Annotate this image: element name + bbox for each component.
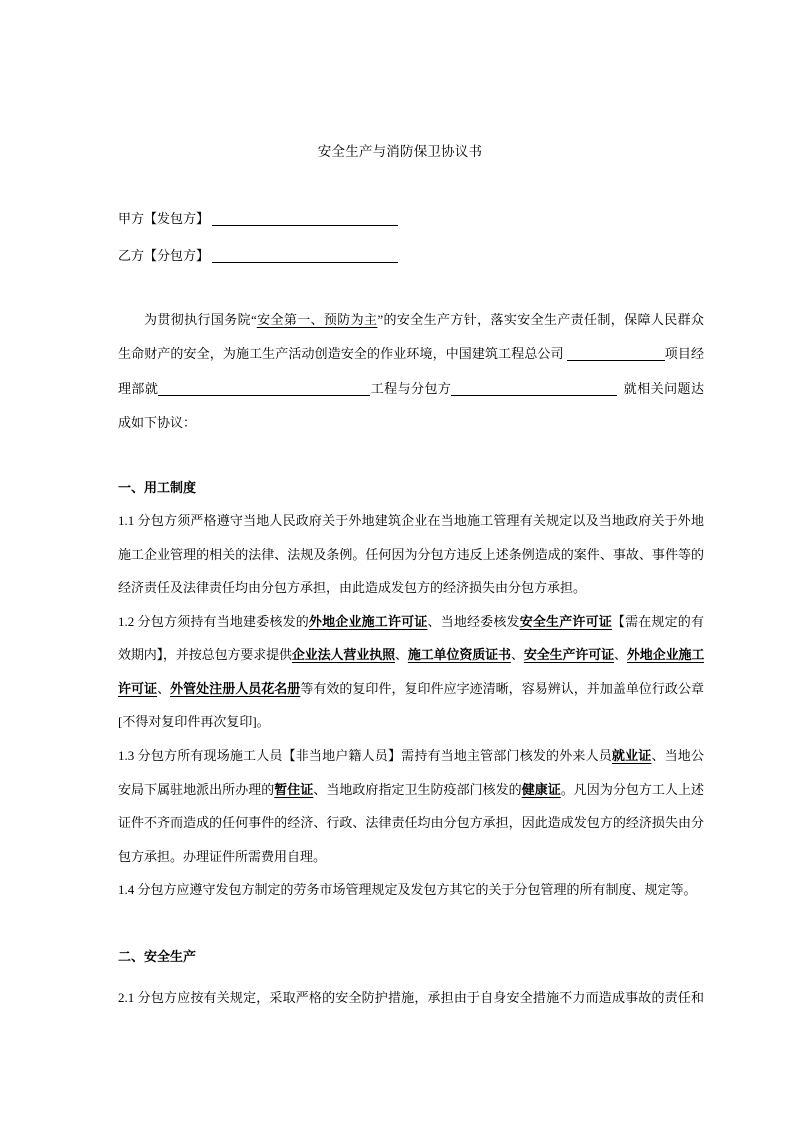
party-a-blank — [212, 213, 398, 226]
clause-line: 经济责任及法律责任均由分包方承担，由此造成发包方的经济损失由分包方承担。 — [118, 580, 587, 596]
clause-text: 、 — [394, 647, 408, 663]
clause-text: 1.3 分包方所有现场施工人员【非当地户籍人员】需持有当地主管部门核发的外来人员 — [118, 748, 612, 764]
required-document: 外管处注册人员花名册 — [170, 680, 301, 696]
parties-block — [118, 200, 704, 274]
party-b-line — [118, 237, 704, 274]
required-document: 外地企业施工 — [626, 647, 704, 663]
subcontractor-name-blank — [451, 383, 617, 396]
party-b-blank — [212, 250, 398, 263]
preamble-line — [118, 337, 704, 371]
clause-line: 施工企业管理的相关的法律、法规及条例。任何因为分包方违反上述条例造成的案件、事故、事件等的 — [118, 546, 704, 562]
required-document: 健康证 — [521, 781, 561, 797]
clause-text: 、当地政府指定卫生防疫部门核发的 — [313, 781, 522, 797]
project-name-blank — [158, 383, 370, 396]
policy-slogan: 安全第一、预防为主 — [256, 312, 378, 327]
clause-text: 、 — [510, 647, 524, 663]
clause-line: 包方承担。办理证件所需费用自理。 — [118, 848, 327, 864]
section-heading: 二、安全生产 — [118, 949, 197, 964]
document-title: 安全生产与消防保卫协议书 — [317, 144, 483, 159]
clause-line: 1.1 分包方须严格遵守当地人民政府关于外地建筑企业在当地施工管理有关规定以及当地政府关于外地 — [118, 513, 704, 529]
required-document: 许可证 — [118, 680, 158, 696]
clause-line — [118, 672, 704, 706]
company-branch-blank — [567, 348, 665, 361]
clause-line — [118, 638, 704, 672]
preamble-text: ”的安全生产方针，落实安全生产责任制，保障人民群众 — [377, 312, 704, 327]
required-document: 安全生产许可证 — [523, 647, 615, 663]
clause-line: 1.4 分包方应遵守发包方制定的劳务市场管理规定及发包方其它的关于分包管理的所有制度、规定等。 — [118, 882, 697, 898]
required-document: 企业法人营业执照 — [291, 647, 395, 663]
preamble-text: 生命财产的安全，为施工生产活动创造安全的作业环境，中国建筑工程总公司 — [118, 346, 564, 362]
required-document: 施工单位资质证书 — [407, 647, 511, 663]
section-body — [118, 504, 704, 907]
preamble-line: 成如下协议： — [118, 414, 197, 430]
clause-line — [118, 605, 704, 639]
required-document: 安全生产许可证 — [519, 613, 612, 629]
clause-text: 效期内】，并按总包方要求提供 — [118, 647, 292, 663]
preamble-text: 项目经 — [664, 346, 704, 362]
preamble-paragraph — [118, 303, 704, 440]
clause-text: 、 — [614, 647, 627, 663]
clause-text: 。凡因为分包方工人上述 — [560, 781, 704, 797]
clause-line — [118, 773, 704, 807]
party-a-label: 甲方【发包方】 — [118, 210, 210, 226]
preamble-text: 理部就 — [118, 380, 159, 396]
required-document: 暂住证 — [274, 781, 314, 797]
clause-line: 2.1 分包方应按有关规定，采取严格的安全防护措施，承担由于自身安全措施不力而造成事故的责任和 — [118, 990, 704, 1005]
clause-line — [118, 739, 704, 773]
section-heading: 一、用工制度 — [118, 480, 197, 495]
required-document: 外地企业施工许可证 — [308, 613, 428, 629]
party-a-line — [118, 200, 704, 237]
clause-text: 、当地公 — [651, 748, 704, 764]
clause-line: 证件不齐而造成的任何事件的经济、行政、法律责任均由分包方承担，因此造成发包方的经济损失由分 — [118, 815, 704, 831]
party-b-label: 乙方【分包方】 — [118, 247, 210, 263]
preamble-line — [118, 372, 704, 406]
preamble-text: 为贯彻执行国务院“ — [144, 312, 257, 327]
section-body — [118, 981, 704, 1015]
clause-text: 、 — [157, 680, 171, 696]
preamble-line — [118, 303, 704, 337]
preamble-text: 就相关问题达 — [623, 380, 704, 396]
preamble-text: 工程与分包方 — [370, 380, 452, 396]
clause-text: 等有效的复印件，复印件应字迹清晰，容易辨认，并加盖单位行政公章 — [300, 680, 704, 696]
clause-text: 1.2 分包方须持有当地建委核发的 — [118, 613, 309, 629]
clause-text: 【需在规定的有 — [611, 613, 704, 629]
clause-text: 、当地经委核发 — [427, 613, 520, 629]
clause-line: [不得对复印件再次复印]。 — [118, 714, 270, 730]
clause-text: 安局下属驻地派出所办理的 — [118, 781, 275, 797]
required-document: 就业证 — [611, 748, 652, 764]
